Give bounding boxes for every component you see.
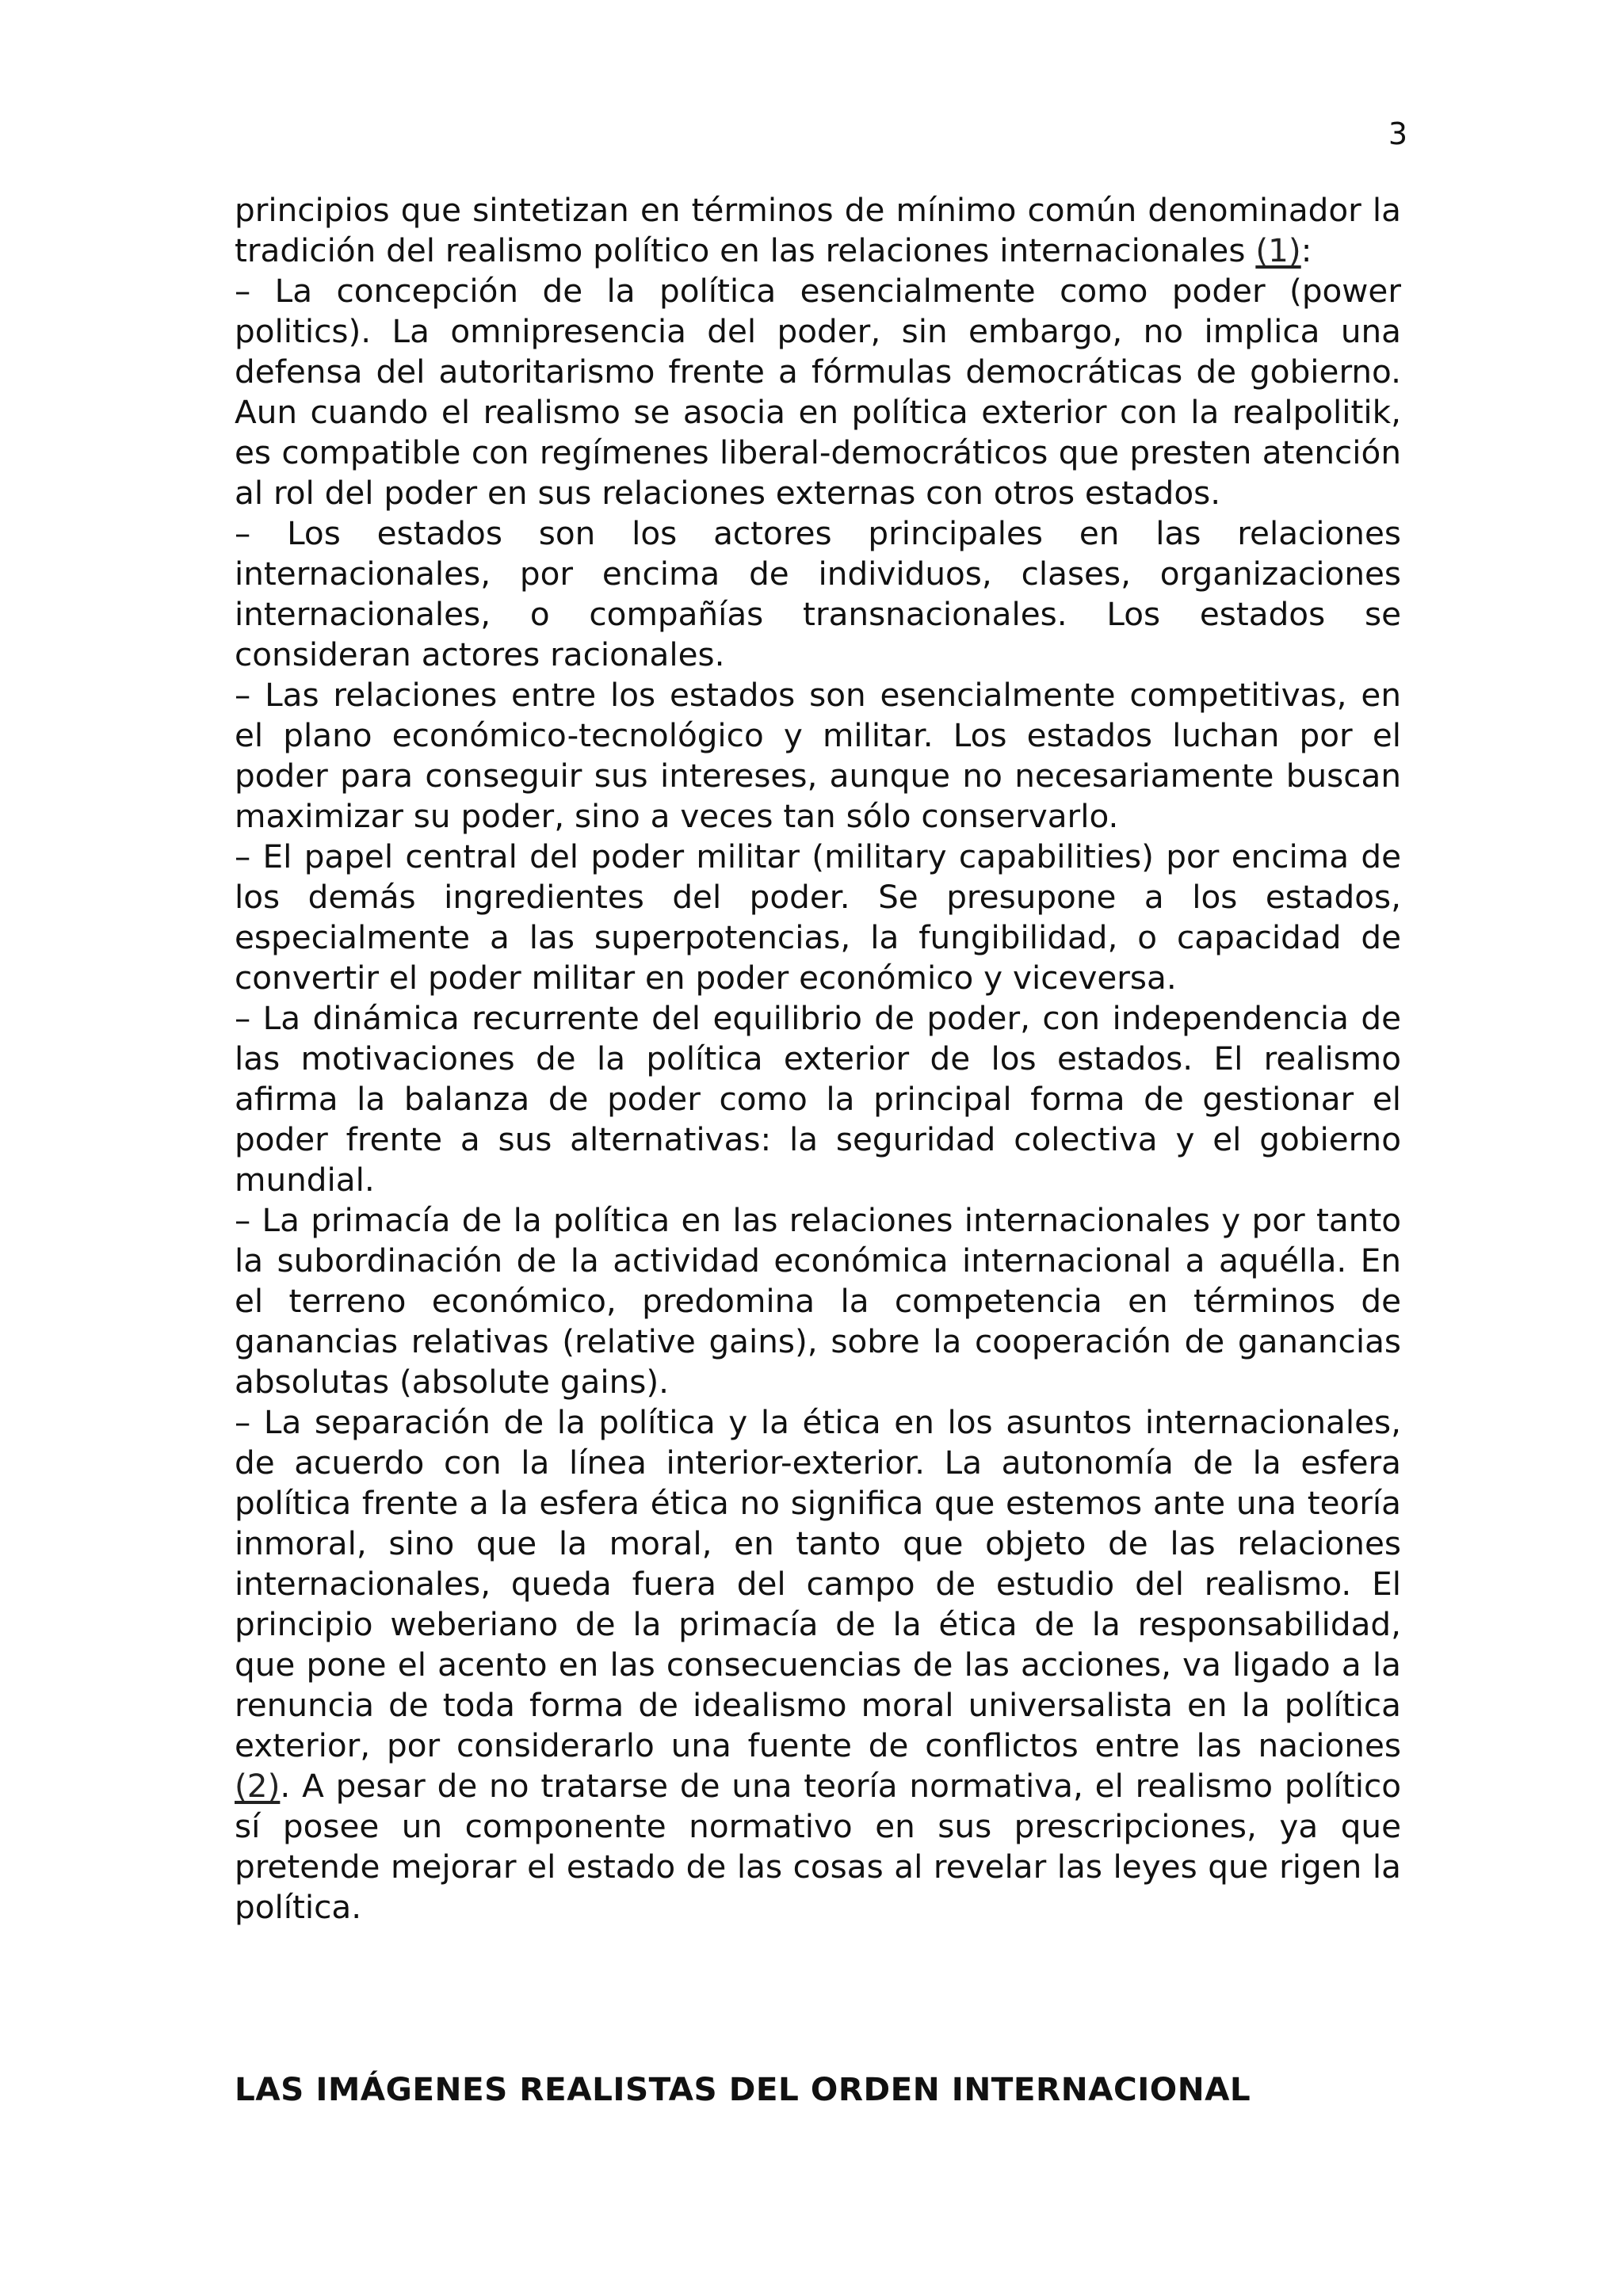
principle-item-4: – El papel central del poder militar (military capabilities) por encima de los demás ingredientes del poder. Se presupone a los estados, especialmente a las superpotencias, la fungibilidad, o capacidad de convertir el poder militar en poder económico y viceversa. xyxy=(235,837,1401,997)
principle-item-7-text: – La separación de la política y la ética en los asuntos internacionales, de acuerdo con la línea interior-exterior. La autonomía de la esfera política frente a la esfera ética no significa que estemos ante una teoría inmoral, sino que la moral, en tanto que objeto de las relaciones internacionales, queda fuera del campo de estudio del realismo. El principio weberiano de la primacía de la ética de la responsabilidad, que pone el acento en las consecuencias de las acciones, va ligado a la renuncia de toda forma de idealismo moral universalista en la política exterior, por considerarlo una fuente de conflictos entre las naciones xyxy=(235,1403,1401,1764)
body-text xyxy=(235,190,1401,1928)
footnote-ref-2[interactable]: (2) xyxy=(235,1767,281,1805)
intro-paragraph xyxy=(235,190,1401,271)
principle-item-6: – La primacía de la política en las relaciones internacionales y por tanto la subordinación de la actividad económica internacional a aquélla. En el terreno económico, predomina la competencia en términos de ganancias relativas (relative gains), sobre la cooperación de ganancias absolutas (absolute gains). xyxy=(235,1201,1401,1401)
intro-text: principios que sintetizan en términos de mínimo común denominador la tradición del realismo político en las relaciones internacionales xyxy=(235,191,1401,269)
principle-item-1: – La concepción de la política esencialmente como poder (power politics). La omnipresencia del poder, sin embargo, no implica una defensa del autoritarismo frente a fórmulas democráticas de gobierno. Aun cuando el realismo se asocia en política exterior con la realpolitik, es compatible con regímenes liberal-democráticos que presten atención al rol del poder en sus relaciones externas con otros estados. xyxy=(235,272,1401,512)
section-heading: LAS IMÁGENES REALISTAS DEL ORDEN INTERNACIONAL xyxy=(235,2070,1251,2108)
principle-item-5: – La dinámica recurrente del equilibrio de poder, con independencia de las motivaciones de la política exterior de los estados. El realismo afirma la balanza de poder como la principal forma de gestionar el poder frente a sus alternativas: la seguridad colectiva y el gobierno mundial. xyxy=(235,999,1401,1199)
principle-item-2: – Los estados son los actores principales en las relaciones internacionales, por encima de individuos, clases, organizaciones internacionales, o compañías transnacionales. Los estados se consideran actores racionales. xyxy=(235,514,1401,673)
page-number: 3 xyxy=(1388,116,1407,151)
principle-item-7-continuation: . A pesar de no tratarse de una teoría normativa, el realismo político sí posee un componente normativo en sus prescripciones, ya que pretende mejorar el estado de las cosas al revelar las leyes que rigen la política. xyxy=(235,1767,1401,1926)
footnote-ref-1[interactable]: (1) xyxy=(1255,231,1301,269)
principle-item-7 xyxy=(235,1402,1401,1928)
principle-item-3: – Las relaciones entre los estados son esencialmente competitivas, en el plano económico-tecnológico y militar. Los estados luchan por el poder para conseguir sus intereses, aunque no necesariamente buscan maximizar su poder, sino a veces tan sólo conservarlo. xyxy=(235,676,1401,835)
intro-tail: : xyxy=(1300,231,1312,269)
